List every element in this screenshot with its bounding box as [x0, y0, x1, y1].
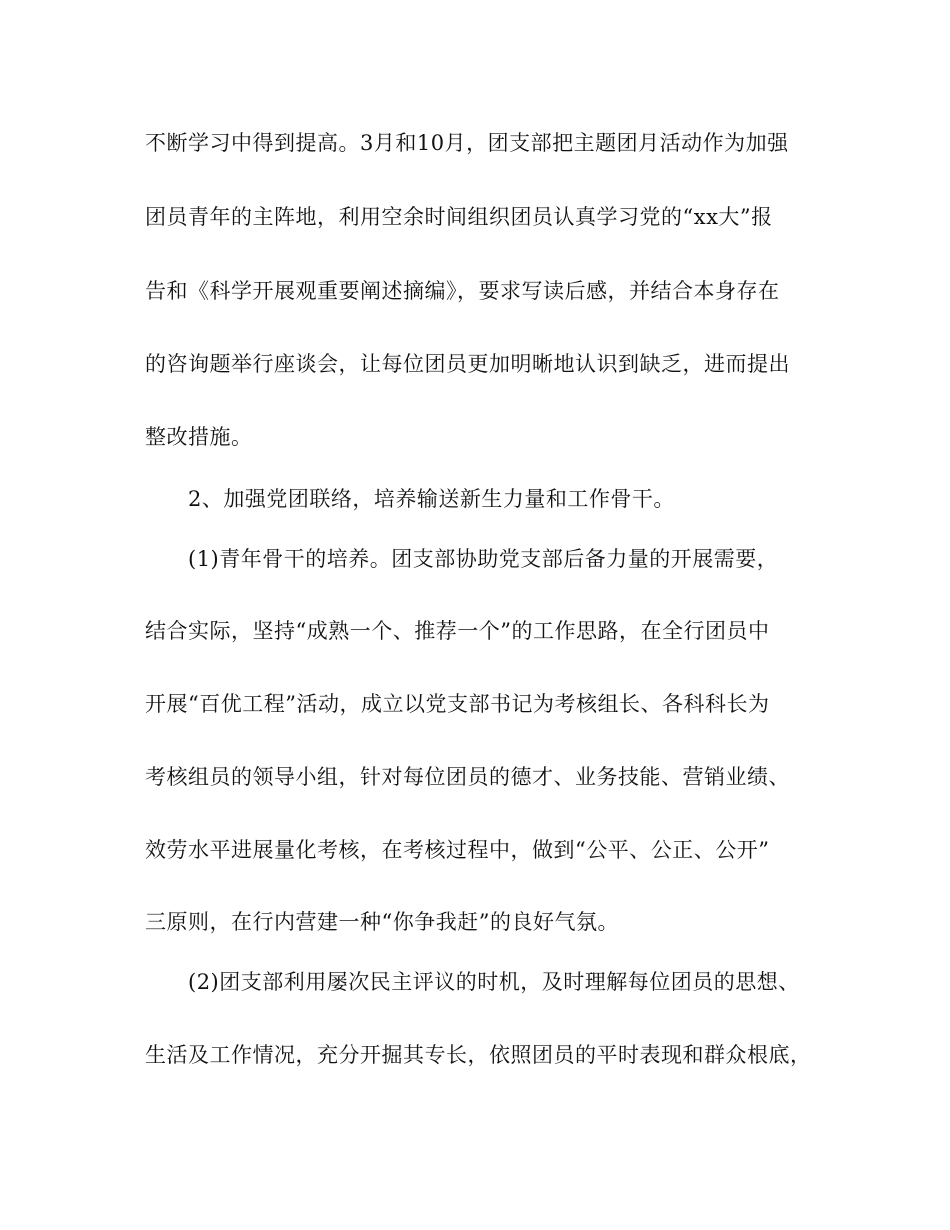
text-line: 整改措施。: [145, 425, 253, 449]
text-line: 生活及工作情况，充分开掘其专长，依照团员的平时表现和群众根底，: [145, 1043, 812, 1067]
text-line: 团员青年的主阵地，利用空余时间组织团员认真学习党的“xx大”报: [145, 205, 773, 229]
text-line: 考核组员的领导小组，针对每位团员的德才、业务技能、营销业绩、: [145, 765, 790, 789]
text-line: 告和《科学开展观重要阐述摘编》，要求写读后感，并结合本身存在: [145, 279, 780, 303]
paragraph-start: (1)青年骨干的培养。团支部协助党支部后备力量的开展需要，: [188, 547, 779, 571]
text-line: 不断学习中得到提高。3月和10月，团支部把主题团月活动作为加强: [145, 131, 789, 155]
text-line: 三原则，在行内营建一种“你争我赶”的良好气氛。: [145, 910, 619, 934]
text-line: 的咨询题举行座谈会，让每位团员更加明晰地认识到缺乏，进而提出: [145, 352, 790, 376]
section-heading: 2、加强党团联络，培养输送新生力量和工作骨干。: [188, 487, 675, 511]
text-line: 效劳水平进展量化考核，在考核过程中，做到“公平、公正、公开”: [145, 838, 770, 862]
paragraph-start: (2)团支部利用屡次民主评议的时机，及时理解每位团员的思想、: [188, 970, 800, 994]
text-line: 结合实际，坚持“成熟一个、推荐一个”的工作思路，在全行团员中: [145, 619, 770, 643]
text-line: 开展“百优工程”活动，成立以党支部书记为考核组长、各科科长为: [145, 692, 770, 716]
